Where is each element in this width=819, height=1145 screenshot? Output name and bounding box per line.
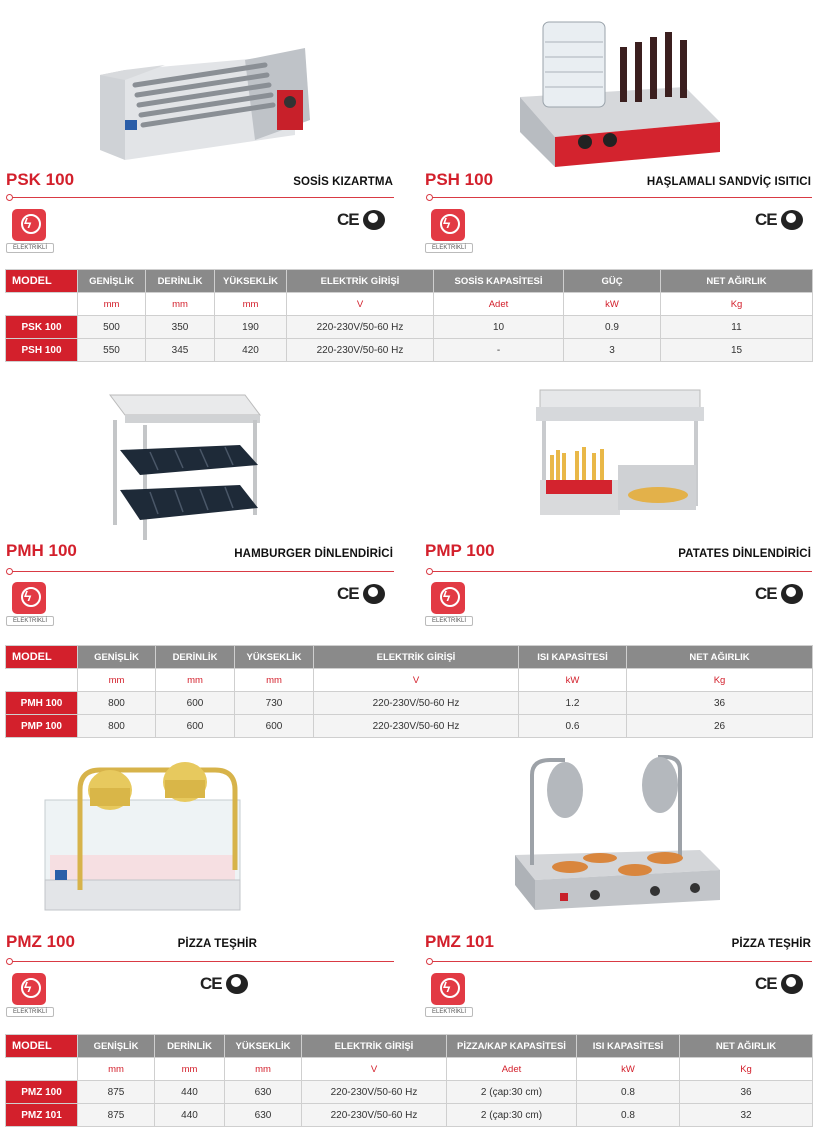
hotdog-steamer-image [515, 12, 725, 172]
product-title-pmz100: PİZZA TEŞHİR [177, 938, 257, 950]
product-title-psk100: SOSİS KIZARTMA [293, 176, 393, 188]
hamburger-rack-image [100, 390, 265, 545]
lightning-bolt-icon: ϟ [443, 979, 451, 995]
product-code-psk100: PSK 100 [6, 170, 75, 189]
table-row: PMP 100 800 600 600 220-230V/50-60 Hz 0.6 26 [6, 715, 813, 738]
product-title-pmp100: PATATES DİNLENDİRİCİ [678, 548, 811, 560]
spec-table-3 [5, 1034, 813, 1127]
electric-badge-pmz100: ϟ ELEKTRİKLİ [6, 973, 54, 1023]
table-header-row: MODEL GENİŞLİK DERİNLİK YÜKSEKLİK ELEKTRİK GİRİŞİ ISI KAPASİTESİ NET AĞIRLIK [6, 646, 813, 669]
certifications-pmz100 [200, 973, 248, 995]
fries-station-image [530, 385, 710, 525]
tse-mark-icon [781, 210, 803, 230]
product-code-pmz100: PMZ 100 [6, 932, 75, 951]
product-code-pmp100: PMP 100 [425, 541, 495, 560]
spec-table-2 [5, 645, 813, 738]
ce-mark-icon: CE [200, 974, 222, 993]
spec-table-1 [5, 269, 813, 362]
divider-pmz101 [428, 961, 812, 962]
table-row: PMH 100 800 600 730 220-230V/50-60 Hz 1.2 36 [6, 692, 813, 715]
electric-badge-pmz101: ϟ ELEKTRİKLİ [425, 973, 473, 1023]
ce-mark-icon: CE [755, 974, 777, 993]
certifications-pmp100 [755, 583, 803, 605]
ce-mark-icon: CE [755, 584, 777, 603]
divider-pmz100 [8, 961, 394, 962]
ce-mark-icon: CE [337, 584, 359, 603]
product-code-psh100: PSH 100 [425, 170, 494, 189]
electric-badge-pmh100: ϟ ELEKTRİKLİ [6, 582, 54, 632]
sausage-roller-image [95, 40, 320, 170]
lightning-bolt-icon: ϟ [443, 588, 451, 604]
table-header-row: MODEL GENİŞLİK DERİNLİK YÜKSEKLİK ELEKTRİK GİRİŞİ PİZZA/KAP KAPASİTESİ ISI KAPASİTESİ NET AĞIRLIK [6, 1035, 813, 1058]
electric-badge-pmp100: ϟ ELEKTRİKLİ [425, 582, 473, 632]
tse-mark-icon [781, 974, 803, 994]
tse-mark-icon [363, 210, 385, 230]
tse-mark-icon [781, 584, 803, 604]
tse-mark-icon [363, 584, 385, 604]
product-title-psh100: HAŞLAMALI SANDVİÇ ISITICI [646, 176, 811, 188]
product-code-pmz101: PMZ 101 [425, 932, 494, 951]
certifications-psk100 [337, 209, 385, 231]
electric-badge-psh100: ϟ ELEKTRİKLİ [425, 209, 473, 259]
table-unit-row: mm mm mm V Adet kW Kg [6, 1058, 813, 1081]
lightning-bolt-icon: ϟ [24, 588, 32, 604]
pizza-display-glass-image [40, 760, 245, 915]
divider-pmh100 [8, 571, 394, 572]
pizza-warmer-lamps-image [510, 755, 725, 915]
lightning-bolt-icon: ϟ [24, 979, 32, 995]
table-header-row: MODEL GENİŞLİK DERİNLİK YÜKSEKLİK ELEKTRİK GİRİŞİ SOSİS KAPASİTESİ GÜÇ NET AĞIRLIK [6, 270, 813, 293]
lightning-bolt-icon: ϟ [24, 215, 32, 231]
divider-psh100 [428, 197, 812, 198]
product-code-pmh100: PMH 100 [6, 541, 77, 560]
tse-mark-icon [226, 974, 248, 994]
product-title-pmh100: HAMBURGER DİNLENDİRİCİ [234, 548, 393, 560]
table-row: PMZ 101 875 440 630 220-230V/50-60 Hz 2 (çap:30 cm) 0.8 32 [6, 1104, 813, 1127]
certifications-pmz101 [755, 973, 803, 995]
table-row: PSH 100 550 345 420 220-230V/50-60 Hz - 3 15 [6, 339, 813, 362]
table-row: PMZ 100 875 440 630 220-230V/50-60 Hz 2 (çap:30 cm) 0.8 36 [6, 1081, 813, 1104]
divider-pmp100 [428, 571, 812, 572]
ce-mark-icon: CE [337, 210, 359, 229]
table-unit-row: mm mm mm V Adet kW Kg [6, 293, 813, 316]
table-row: PSK 100 500 350 190 220-230V/50-60 Hz 10 0.9 11 [6, 316, 813, 339]
lightning-bolt-icon: ϟ [443, 215, 451, 231]
product-title-pmz101: PİZZA TEŞHİR [731, 938, 811, 950]
divider-psk100 [8, 197, 394, 198]
ce-mark-icon: CE [755, 210, 777, 229]
certifications-pmh100 [337, 583, 385, 605]
certifications-psh100 [755, 209, 803, 231]
electric-badge-psk100: ϟ ELEKTRİKLİ [6, 209, 54, 259]
table-unit-row: mm mm mm V kW Kg [6, 669, 813, 692]
